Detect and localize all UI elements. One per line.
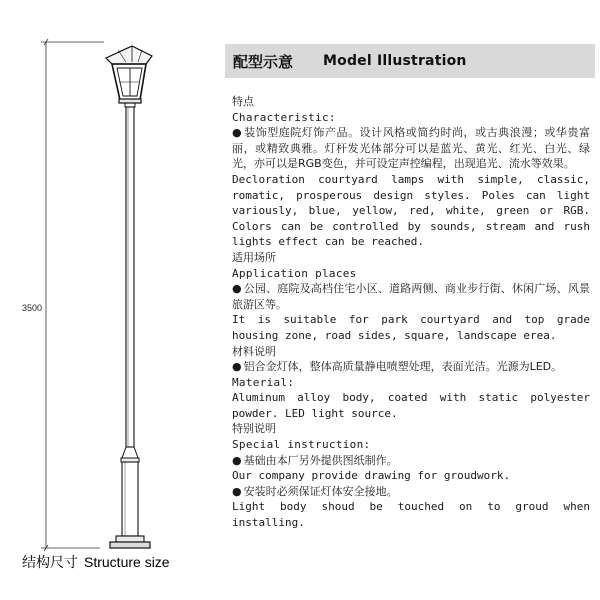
- special-heading-cn: 特别说明: [232, 422, 276, 436]
- structure-size-caption: [22, 552, 217, 572]
- lamp-pole: [110, 107, 150, 548]
- caption-en: Structure size: [84, 554, 170, 570]
- application-heading-cn: 适用场所: [232, 250, 276, 264]
- characteristic-body-cn: 装饰型庭院灯饰产品。设计风格或简约时尚，或古典浪漫；或华贵富丽，或精致典雅。灯杆发光体部分可以是蓝光、黄光、红光、白光、绿光，亦可以是RGB变色，并可设定声控编程，出现追光、流水等效果。: [232, 126, 590, 171]
- material-body-cn: 铝合金灯体，整体高质量静电喷塑处理，表面光洁。光源为LED。: [243, 360, 563, 374]
- bullet-icon: ●: [232, 453, 242, 467]
- lamp-structure-drawing: [0, 0, 215, 600]
- special-text-cn-1: [232, 453, 590, 469]
- characteristic-section: [232, 94, 590, 250]
- dimension-line: [41, 39, 104, 551]
- special-text-en-2: Light body shoud be touched on to groud when installing.: [232, 500, 590, 530]
- characteristic-heading-cn: 特点: [232, 95, 254, 108]
- special-body-cn-1: 基础由本厂另外提供图纸制作。: [243, 453, 398, 467]
- bullet-icon: ●: [232, 360, 242, 374]
- characteristic-text-en: Decloration courtyard lamps with simple, classic, romatic, prosperous design styles. Poles can light variously, blue, yellow, red, white, green or RGB. Colors can be controlled by sounds, stream and rush lights effect can be reached.: [232, 172, 590, 249]
- material-heading-en: Material:: [232, 375, 295, 389]
- caption-cn: 结构尺寸: [22, 554, 78, 570]
- lamp-head: [106, 46, 152, 107]
- bullet-icon: ●: [232, 484, 242, 498]
- characteristic-heading-en: Characteristic:: [232, 110, 336, 124]
- header-title-en: Model Illustration: [323, 53, 467, 69]
- model-illustration-header: [225, 44, 595, 78]
- application-text-cn: [232, 281, 590, 312]
- special-text-en-1: Our company provide drawing for groudwork.: [232, 469, 511, 483]
- header-title-cn: 配型示意: [233, 52, 294, 71]
- characteristic-text-cn: [232, 125, 590, 172]
- special-heading-en: Special instruction:: [232, 438, 371, 452]
- special-text-cn-2: [232, 484, 590, 500]
- application-heading-en: Application places: [232, 266, 357, 280]
- material-text-cn: [232, 359, 590, 375]
- material-section: [232, 344, 590, 422]
- specification-text: [232, 94, 590, 531]
- bullet-icon: ●: [232, 282, 242, 296]
- height-dimension-label: 3500: [22, 303, 43, 313]
- material-text-en: Aluminum alloy body, coated with static polyester powder. LED light source.: [232, 391, 590, 420]
- application-section: [232, 250, 590, 344]
- material-heading-cn: 材料说明: [232, 344, 276, 358]
- special-section: [232, 421, 590, 530]
- bullet-icon: ●: [232, 126, 243, 140]
- special-body-cn-2: 安装时必须保证灯体安全接地。: [243, 484, 398, 498]
- application-text-en: It is suitable for park courtyard and top grade housing zone, road sides, square, landscape erea.: [232, 313, 590, 342]
- application-body-cn: 公园、庭院及高档住宅小区、道路两侧、商业步行街、休闲广场、风景旅游区等。: [232, 282, 590, 311]
